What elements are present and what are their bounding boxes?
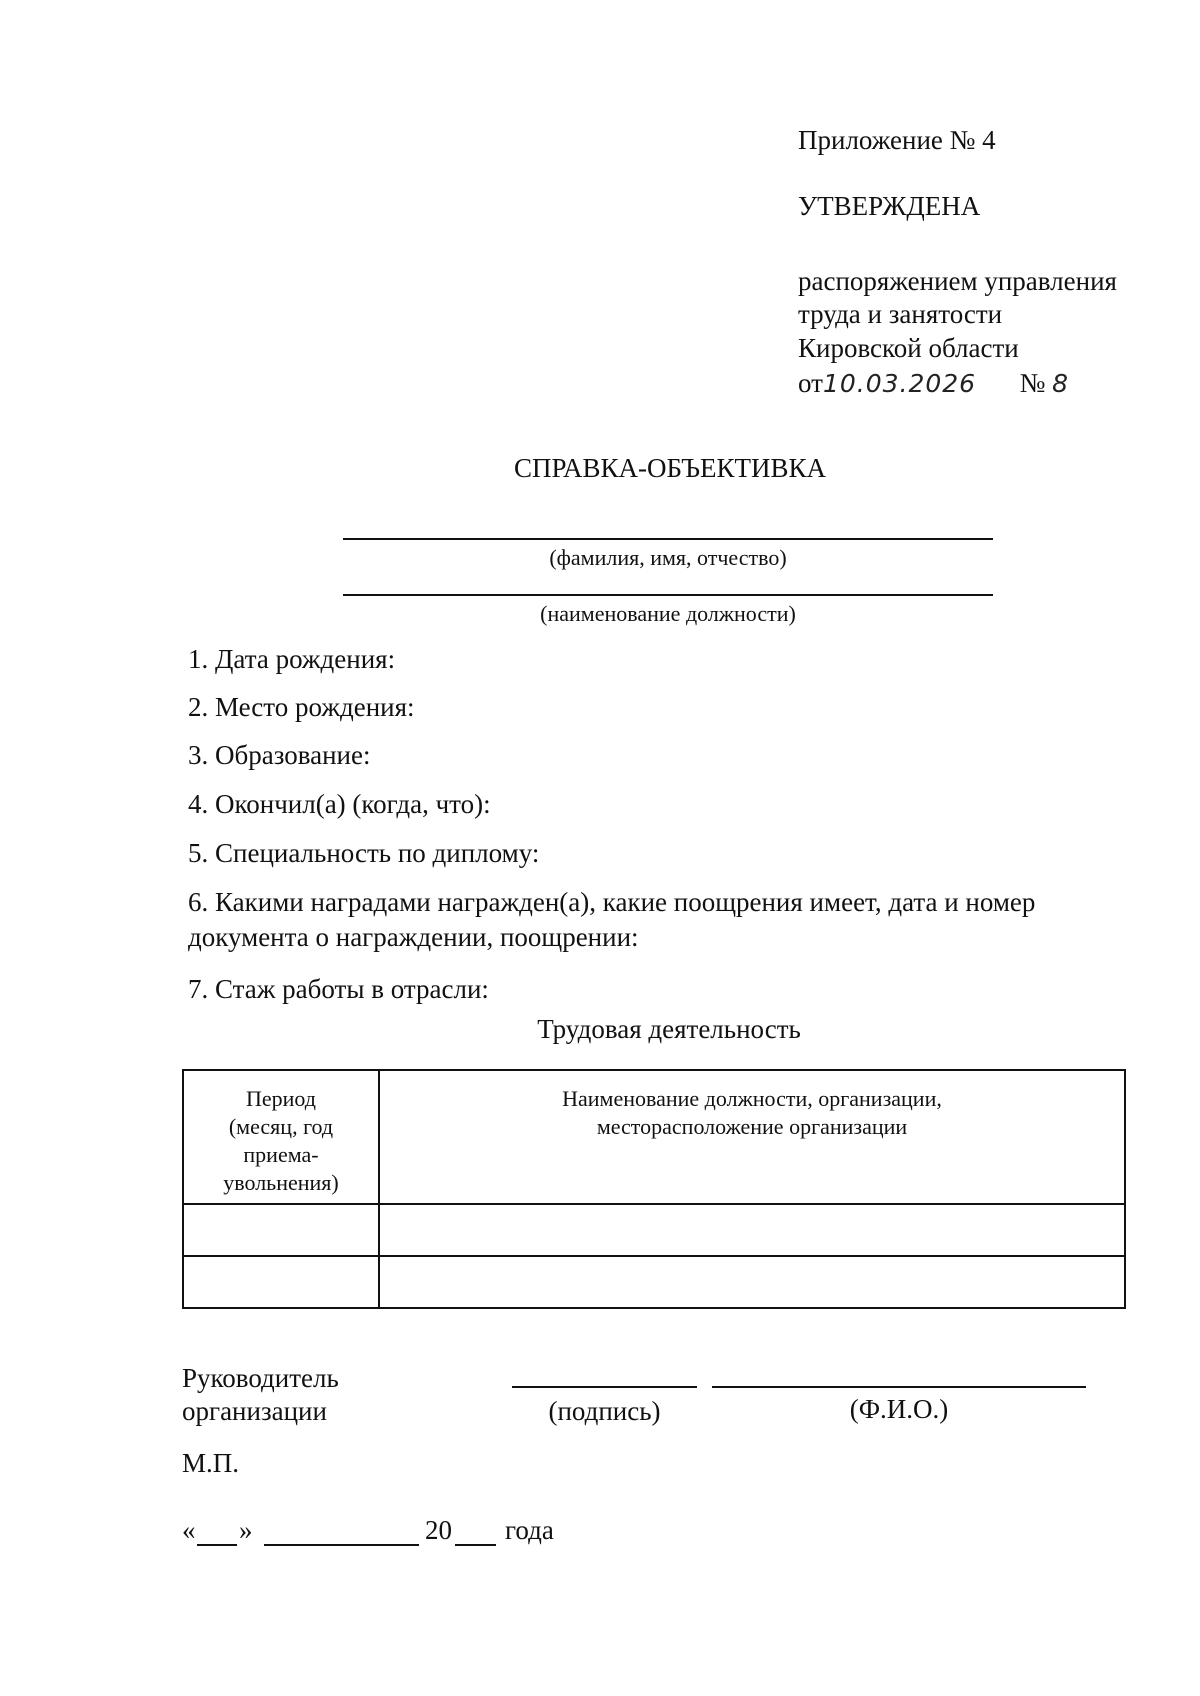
item-specialty: 5. Специальность по диплому: xyxy=(188,838,540,868)
work-section-title: Трудовая деятельность xyxy=(537,1014,801,1044)
date-prefix: от xyxy=(798,368,823,398)
name-caption: (Ф.И.О.) xyxy=(849,1394,949,1424)
date-open-quote: « xyxy=(182,1515,196,1545)
period-header-line: (месяц, год xyxy=(228,1114,334,1139)
item-work-experience: 7. Стаж работы в отрасли: xyxy=(188,974,489,1004)
item-graduated: 4. Окончил(а) (когда, что): xyxy=(188,789,491,819)
year-suffix: года xyxy=(505,1515,554,1545)
table-cell[interactable] xyxy=(183,1204,379,1256)
head-label-line1: Руководитель xyxy=(182,1363,339,1393)
appendix-label: Приложение № 4 xyxy=(798,125,996,155)
fio-line xyxy=(343,538,993,540)
item-birth-date: 1. Дата рождения: xyxy=(188,644,396,674)
position-org-header-line: Наименование должности, организации, xyxy=(562,1086,942,1111)
table-cell[interactable] xyxy=(183,1256,379,1308)
order-date-line xyxy=(798,367,1069,400)
work-history-table xyxy=(182,1069,1126,1309)
table-row xyxy=(183,1204,1125,1256)
year-blank xyxy=(455,1544,496,1546)
period-header-line: Период xyxy=(246,1086,316,1111)
item-awards-line2: документа о награждении, поощрении: xyxy=(188,922,639,952)
fio-caption: (фамилия, имя, отчество) xyxy=(549,545,787,570)
position-line xyxy=(343,594,993,596)
signature-line xyxy=(512,1386,697,1388)
table-header-row xyxy=(183,1070,1125,1204)
handwritten-number: 8 xyxy=(1052,369,1070,398)
document-title: СПРАВКА-ОБЪЕКТИВКА xyxy=(513,453,827,483)
table-row xyxy=(183,1256,1125,1308)
item-awards-line1: 6. Какими наградами награжден(а), какие поощрения имеет, дата и номер xyxy=(188,887,1036,917)
date-close-quote: » xyxy=(239,1515,253,1545)
handwritten-date: 10.03.2026 xyxy=(822,369,977,398)
month-blank xyxy=(264,1544,419,1546)
table-cell[interactable] xyxy=(379,1256,1125,1308)
order-line-3: Кировской области xyxy=(798,333,1019,363)
number-label: № xyxy=(1019,368,1046,398)
item-education: 3. Образование: xyxy=(188,740,371,770)
item-birth-place: 2. Место рождения: xyxy=(188,692,415,722)
stamp-label: М.П. xyxy=(182,1448,240,1478)
period-header-line: приема- xyxy=(243,1142,319,1167)
signature-caption: (подпись) xyxy=(548,1396,661,1426)
order-line-2: труда и занятости xyxy=(798,299,1003,329)
position-org-header-line: месторасположение организации xyxy=(596,1114,908,1139)
name-line xyxy=(712,1386,1086,1388)
order-line-1: распоряжением управления xyxy=(798,266,1117,296)
year-prefix: 20 xyxy=(425,1515,452,1545)
approved-label: УТВЕРЖДЕНА xyxy=(798,191,981,221)
period-header-line: увольнения) xyxy=(223,1170,339,1195)
head-label-line2: организации xyxy=(182,1396,327,1426)
table-cell[interactable] xyxy=(379,1204,1125,1256)
position-org-header xyxy=(379,1070,1125,1204)
position-caption: (наименование должности) xyxy=(540,601,796,626)
period-header xyxy=(183,1070,379,1204)
day-blank xyxy=(197,1544,237,1546)
